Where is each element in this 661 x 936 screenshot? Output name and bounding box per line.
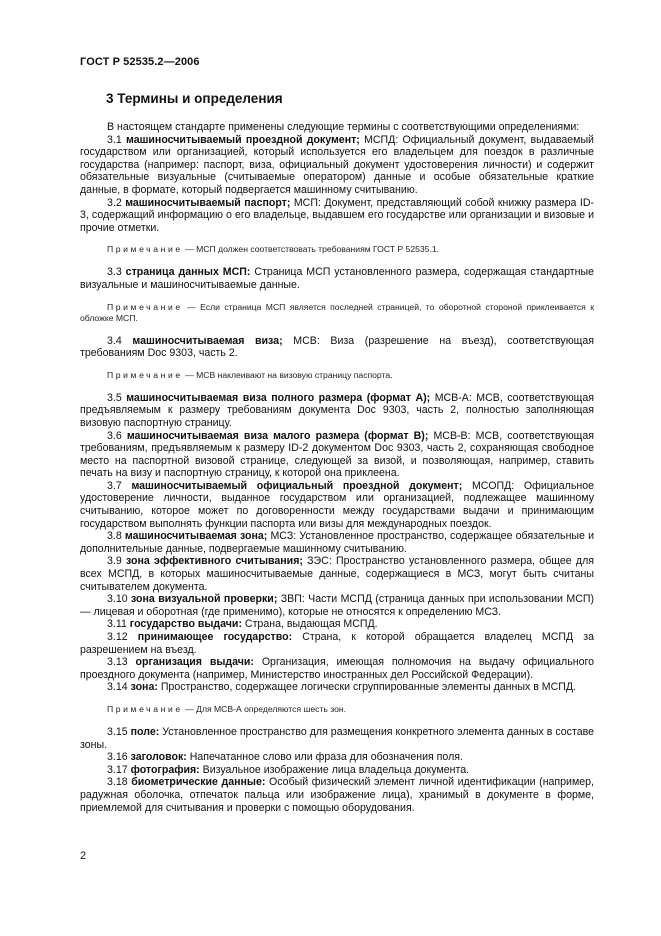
term-paragraph	[80, 530, 594, 555]
term-name: зона визуальной проверки;	[131, 593, 278, 606]
term-number: 3.5	[107, 391, 122, 404]
term-definition: Особый физический элемент личной идентификации (например, радужная оболочка, отпечаток пальца или изображение лица), хранимый в документе в форме, приемлемой для считывания и проверки с помощью оборудования.	[80, 776, 594, 814]
term-name: машиносчитываемый проездной документ;	[126, 133, 360, 146]
note	[80, 244, 594, 255]
document-body	[80, 121, 594, 814]
term-paragraph	[80, 197, 594, 235]
term-paragraph	[80, 726, 594, 751]
term-name: фотография:	[130, 763, 200, 776]
term-number: 3.10	[107, 593, 128, 606]
term-name: машиносчитываемая виза;	[132, 334, 283, 347]
note-text: — МСП должен соответствовать требованиям ГОСТ Р 52535.1.	[182, 244, 439, 255]
term-paragraph	[80, 618, 594, 631]
term-number: 3.12	[107, 631, 128, 643]
term-number: 3.15	[107, 725, 128, 738]
term-number: 3.14	[107, 681, 128, 694]
term-number: 3.1	[107, 133, 122, 146]
term-name: страница данных МСП:	[125, 266, 251, 279]
term-number: 3.9	[107, 555, 122, 568]
term-paragraph	[80, 764, 594, 777]
term-number: 3.16	[107, 751, 128, 764]
term-paragraph	[80, 266, 594, 291]
term-paragraph	[80, 631, 594, 656]
term-paragraph	[80, 134, 594, 197]
term-number: 3.8	[107, 530, 122, 543]
term-definition: МСЗ: Установленное пространство, содержащее обязательные и дополнительные данные, подвергаемые машинному считыванию.	[80, 530, 594, 555]
term-name: биометрические данные:	[131, 776, 266, 789]
note-text: — Если страница МСП является последней страницей, то оборотной стороной приклеивается к обложке МСП.	[80, 301, 594, 323]
term-name: зона:	[130, 681, 158, 694]
note-text: — МСВ наклеивают на визовую страницу паспорта.	[182, 369, 393, 380]
term-definition: Страна, выдающая МСПД.	[241, 618, 378, 631]
term-definition: МСП: Документ, представляющий собой книжку размера ID-3, содержащий информацию о его владельце, выдавшем его государстве или организации и визовые и прочие отметки.	[80, 196, 594, 234]
term-number: 3.2	[107, 196, 122, 209]
term-name: машиносчитываемая виза полного размера (формат А);	[126, 391, 431, 404]
term-paragraph	[80, 430, 594, 480]
document-header: ГОСТ Р 52535.2—2006	[80, 56, 200, 68]
term-number: 3.3	[107, 266, 122, 279]
term-name: машиносчитываемый паспорт;	[125, 196, 291, 209]
term-definition: МСВ-В: МСВ, соответствующая требованиям, предъявляемым к размеру ID-2 документом Doc 9303, часть 2, сохраняющая свободное место на паспортной визовой странице, следующей за визой, и позволяющая, например, ставить печать на визу и паспортную страницу, к которой она приклеена.	[80, 429, 594, 480]
term-paragraph	[80, 593, 594, 618]
term-definition: Установленное пространство для размещения конкретного элемента данных в составе зоны.	[80, 725, 594, 751]
term-paragraph	[80, 681, 594, 694]
section-title: 3 Термины и определения	[106, 91, 283, 106]
note-text: — Для МСВ-А определяются шесть зон.	[182, 703, 347, 714]
term-definition: МСОПД: Официальное удостоверение личности, выданное государством или организацией, подлежащее машинному считыванию, которое может по договоренности между государствами выдачи и принимающим государством выполнять функции паспорта или визы для международных поездок.	[80, 479, 594, 530]
note	[80, 370, 594, 381]
note-label: Примечание	[107, 244, 183, 255]
term-number: 3.11	[107, 618, 127, 631]
term-name: машиносчитываемая зона;	[124, 530, 268, 543]
term-paragraph	[80, 335, 594, 360]
term-definition: Организация, имеющая полномочия на выдачу официального проездного документа (например, Министерство иностранных дел Российской Федерации).	[80, 656, 594, 681]
term-definition: Пространство, содержащее логически сгруппированные элементы данных в МСПД.	[157, 681, 576, 694]
term-paragraph	[80, 751, 594, 764]
term-number: 3.13	[107, 656, 128, 669]
note-label: Примечание	[107, 369, 183, 380]
term-definition: ЗЭС: Пространство установленного размера, общее для всех МСПД, в которых машиносчитываемые данные, содержащиеся в МСЗ, могут быть считаны считывателем документа.	[80, 555, 594, 593]
term-name: зона эффективного считывания;	[125, 555, 303, 568]
note-label: Примечание	[107, 301, 183, 312]
page-number: 2	[80, 850, 87, 862]
term-number: 3.17	[107, 763, 128, 776]
term-paragraph	[80, 480, 594, 530]
term-number: 3.6	[107, 429, 122, 442]
term-definition: МСПД: Официальный документ, выдаваемый государством или организацией, который используется его владельцем для поездок в различные государства (например: паспорт, виза, официальный документ удостоверения личности) и содержит обязательные визуальные (считываемые оператором) данные и особые обязательные краткие данные, в формате, который подвергается машинному считыванию.	[80, 133, 594, 196]
term-definition: ЗВП: Части МСПД (страница данных при использовании МСП) — лицевая и оборотная (где применимо), которые не относятся к определению МСЗ.	[80, 593, 594, 618]
term-definition: Страна, к которой обращается владелец МСПД за разрешением на въезд.	[80, 631, 595, 656]
term-name: государство выдачи:	[129, 618, 242, 631]
term-name: заголовок:	[130, 751, 187, 764]
note-label: Примечание	[107, 703, 183, 714]
term-definition: МСВ: Виза (разрешение на въезд), соответствующая требованиям Doc 9303, часть 2.	[80, 334, 594, 360]
note	[80, 302, 594, 324]
term-definition: Визуальное изображение лица владельца документа.	[199, 763, 470, 776]
term-name: поле:	[130, 725, 160, 738]
term-definition: Страница МСП установленного размера, содержащая стандартные визуальные и машиносчитываемые данные.	[80, 266, 594, 291]
term-name: организация выдачи:	[135, 656, 254, 669]
term-paragraph	[80, 776, 594, 814]
term-number: 3.7	[107, 479, 122, 492]
term-paragraph	[80, 392, 594, 430]
term-definition: МСВ-А: МСВ, соответствующая предъявляемым к размеру требованиям документа Doc 9303, часть 2, полностью заполняющая визовую паспортную страницу.	[80, 391, 594, 429]
term-number: 3.18	[107, 776, 128, 789]
intro-paragraph: В настоящем стандарте применены следующие термины с соответствующими определениями:	[107, 121, 580, 133]
term-name: принимающее государство:	[137, 631, 293, 643]
term-number: 3.4	[107, 334, 122, 347]
term-paragraph	[80, 555, 594, 593]
term-name: машиносчитываемый официальный проездной документ;	[131, 479, 463, 492]
term-paragraph	[80, 656, 594, 681]
note	[80, 704, 594, 715]
term-definition: Напечатанное слово или фраза для обозначения поля.	[186, 751, 463, 764]
term-name: машиносчитываемая виза малого размера (формат В);	[126, 429, 429, 442]
